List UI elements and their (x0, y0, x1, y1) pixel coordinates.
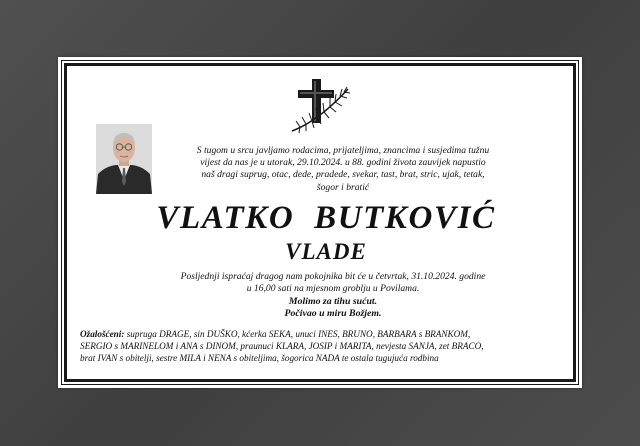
announcement-text (158, 145, 528, 194)
funeral-line: Posljednji ispraćaj dragog nam pokojnika bit će u četvrtak, 31.10.2024. godine (180, 271, 486, 282)
deceased-full-name: VLATKO BUTKOVIĆ (156, 200, 496, 236)
mourners-line: brat IVAN s obitelji, sestre MILA i NENA s obiteljima, šogorica NADA te ostala tugujuća rodbina (80, 353, 439, 363)
announcement-line: vijest da nas je u utorak, 29.10.2024. u 88. godini života zauvijek napustio (200, 157, 486, 169)
prayer-line: Počivao u miru Božjem. (284, 308, 382, 320)
mourners-label: Ožalošćeni: (80, 329, 125, 339)
mourners-line (80, 328, 570, 340)
mourners-line: SERGIO s MARINELOM i ANA s DINOM, praunuci KLARA, JOSIP i MARITA, nevjesta SANJA, zet BRACO, (80, 341, 484, 351)
mourners-list (80, 328, 570, 364)
mourners-text: supruga DRAGE, sin DUŠKO, kćerka SEKA, unuci INES, BRUNO, BARBARA s BRANKOM, (124, 329, 471, 339)
obituary-card (58, 57, 582, 388)
deceased-nickname: VLADE (285, 239, 367, 264)
announcement-line: naš dragi suprug, otac, dede, pradede, svekar, tast, brat, stric, ujak, tetak, (201, 169, 485, 181)
funeral-line: u 16,00 sati na mjesnom groblju u Povilama. (246, 283, 420, 295)
prayer-text (128, 296, 538, 320)
cross-with-palm-icon (290, 75, 354, 139)
funeral-details (128, 271, 538, 295)
announcement-line: šogor i bratić (316, 181, 370, 193)
announcement-line: S tugom u srcu javljamo rodacima, prijateljima, znancima i susjedima tužnu (196, 145, 490, 156)
portrait-photo (96, 124, 152, 194)
prayer-line: Molimo za tihu sućut. (288, 296, 378, 307)
portrait-illustration (96, 124, 152, 194)
